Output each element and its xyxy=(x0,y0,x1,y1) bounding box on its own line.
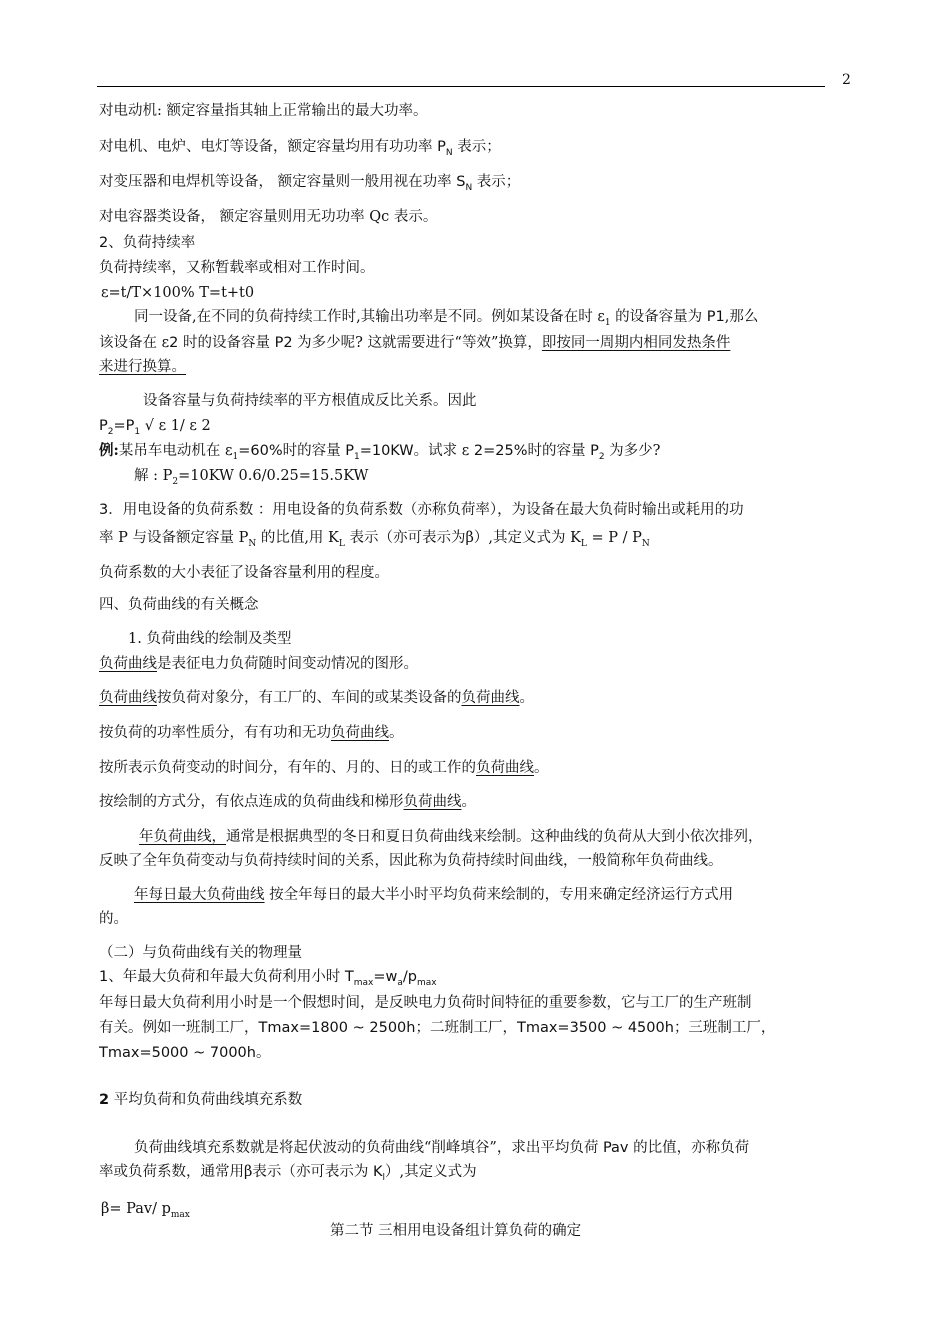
text-line xyxy=(99,357,186,377)
subscript: 2 xyxy=(598,452,605,462)
text-run: 按负荷的功率性质分，有有功和无功 xyxy=(99,725,331,741)
text-line xyxy=(99,441,660,461)
text-run: Tmax=1800 ~ 2500h xyxy=(258,1020,416,1036)
text-run: 。 xyxy=(519,690,534,706)
text-line xyxy=(99,500,744,520)
text-run: 负荷曲线 xyxy=(99,656,157,672)
text-run: Pav xyxy=(602,1140,629,1156)
header-rule xyxy=(97,86,825,87)
text-run: 为多少? xyxy=(604,443,661,459)
text-run: 对电机、电炉、电灯等设备，额定容量均用有功功率 xyxy=(99,139,438,155)
text-run: 是表征电力负荷随时间变动情况的图形。 xyxy=(157,656,418,672)
text-run: =60% xyxy=(238,443,283,459)
text-run: 2=25% xyxy=(473,443,528,459)
subscript: N xyxy=(248,539,257,549)
text-run: P xyxy=(437,139,446,155)
text-line xyxy=(99,563,389,583)
text-line xyxy=(99,1090,302,1110)
subscript: L xyxy=(580,539,587,549)
subscript: 1 xyxy=(604,318,611,328)
text-run: 负荷持续率，又称暂载率或相对工作时间。 xyxy=(99,260,375,276)
text-line xyxy=(99,416,211,436)
text-run: Tmax=5000 ~ 7000h xyxy=(99,1045,256,1061)
subscript: 1 xyxy=(353,452,360,462)
text-run: =10KW 0.6/0.25=15.5KW xyxy=(178,468,369,484)
text-line xyxy=(99,172,520,192)
text-run: =w xyxy=(373,969,398,985)
text-line xyxy=(99,967,437,987)
text-run: 对电容器类设备， 额定容量则用无功功率 Qc 表示。 xyxy=(99,209,438,225)
text-run: 的设备容量为 xyxy=(610,309,707,325)
text-line xyxy=(99,1162,477,1182)
text-run: √ ε 1/ ε 2 xyxy=(140,418,211,434)
text-line xyxy=(99,792,476,812)
text-line xyxy=(99,233,195,253)
text-run: 负荷曲线填充系数就是将起伏波动的负荷曲线“削峰填谷”，求出平均负荷 xyxy=(134,1140,603,1156)
text-run: 对电动机: 额定容量指其轴上正常输出的最大功率。 xyxy=(99,103,428,119)
subscript: max xyxy=(170,1210,190,1220)
text-line xyxy=(101,1199,190,1219)
text-line xyxy=(99,723,404,743)
subscript: 2 xyxy=(172,477,179,487)
text-line xyxy=(99,333,730,353)
text-line xyxy=(99,758,549,778)
text-line xyxy=(99,528,650,548)
text-run: 的比值,用 K xyxy=(256,530,339,546)
text-run: 。 xyxy=(255,1045,271,1061)
text-run: β= Pav/ p xyxy=(101,1201,171,1217)
text-line xyxy=(99,207,437,227)
subscript: N xyxy=(465,183,473,193)
text-run: 通常是根据典型的冬日和夏日负荷曲线来绘制。这种曲线的负荷从大到小依次排列， xyxy=(226,829,763,845)
subscript: a xyxy=(397,978,403,988)
text-run: T xyxy=(344,969,354,985)
text-run: 表示（亦可表示为β）,其定义式为 K xyxy=(344,530,581,546)
text-run: /p xyxy=(402,969,417,985)
text-run: 表示； xyxy=(472,174,521,190)
text-run: 率或负荷系数，通常用β表示（亦可表示为 xyxy=(99,1164,373,1180)
text-run: 。试求 ε xyxy=(413,443,474,459)
text-run: 的。 xyxy=(99,911,128,927)
text-run: 同一设备,在不同的负荷持续工作时,其输出功率是不同。例如某设备在时 ε xyxy=(134,309,605,325)
subscript: max xyxy=(416,978,437,988)
text-line xyxy=(99,851,723,871)
text-run: 负荷曲线 xyxy=(476,760,534,776)
text-line xyxy=(134,1138,749,1158)
text-run: 来进行换算。 xyxy=(99,359,186,375)
text-run: 负荷曲线 xyxy=(461,690,520,706)
text-run: 按所表示负荷变动的时间分，有年的、月的、日的或工作的 xyxy=(99,760,476,776)
text-run: 、年最大负荷和年最大负荷利用小时 xyxy=(108,969,345,985)
text-line xyxy=(330,1221,581,1241)
text-run: P2 xyxy=(274,335,293,351)
text-run: 2 xyxy=(99,1092,110,1108)
text-run: 四、负荷曲线的有关概念 xyxy=(99,597,259,613)
text-run: （二）与负荷曲线有关的物理量 xyxy=(99,945,302,961)
text-line xyxy=(143,391,477,411)
text-run: 第二节 三相用电设备组计算负荷的确定 xyxy=(330,1223,582,1239)
text-run: 例: xyxy=(99,442,119,459)
text-run: ．用电设备的负荷系数 ： xyxy=(108,502,273,518)
text-run: 平均负荷和负荷曲线填充系数 xyxy=(109,1092,303,1108)
text-run: 用电设备的负荷系数（亦称负荷率），为设备在最大负荷时输出或耗用的功 xyxy=(272,502,744,518)
text-line xyxy=(99,654,418,674)
subscript: max xyxy=(353,978,374,988)
text-run: P xyxy=(345,443,354,459)
subscript: l xyxy=(382,1173,386,1183)
subscript: N xyxy=(641,539,650,549)
text-run: 时的设备容量 xyxy=(178,335,275,351)
text-run: =10KW xyxy=(359,443,414,459)
text-run: 按负荷对象分，有工厂的、车间的或某类设备的 xyxy=(157,690,462,706)
text-run: 时的容量 xyxy=(282,443,346,459)
subscript: 1 xyxy=(134,427,141,437)
text-line xyxy=(134,466,368,486)
text-run: 。 xyxy=(389,725,404,741)
text-run: 按绘制的方式分，有依点连成的负荷曲线和梯形 xyxy=(99,794,404,810)
text-run: 负荷曲线 xyxy=(331,725,389,741)
text-run: 该设备在 ε xyxy=(99,335,170,351)
text-line xyxy=(99,1018,775,1038)
text-run: P xyxy=(590,443,599,459)
text-run: 负荷系数的大小表征了设备容量利用的程度。 xyxy=(99,565,389,581)
subscript: 1 xyxy=(232,452,239,462)
text-run: 。 xyxy=(461,794,476,810)
text-line xyxy=(101,283,254,303)
text-run: ；三班制工厂， xyxy=(673,1020,776,1036)
text-line xyxy=(139,827,763,847)
text-line xyxy=(99,258,375,278)
text-run: S xyxy=(456,174,466,190)
text-line xyxy=(99,993,752,1013)
text-run: 即按同一周期内相同发热条件 xyxy=(541,335,731,351)
text-run: 时的容量 xyxy=(527,443,591,459)
text-run: 年每日最大负荷曲线 xyxy=(134,887,265,903)
text-run: 。 xyxy=(534,760,549,776)
subscript: 2 xyxy=(107,427,114,437)
text-line xyxy=(128,629,291,649)
text-line xyxy=(99,909,128,929)
text-run: 3 xyxy=(99,502,109,518)
text-line xyxy=(99,688,534,708)
subscript: N xyxy=(445,148,453,158)
text-run: 年每日最大负荷利用小时是一个假想时间，是反映电力负荷时间特征的重要参数，它与工厂的生产班制 xyxy=(99,995,752,1011)
text-run: 某吊车电动机在 ε xyxy=(118,443,233,459)
text-run: K xyxy=(373,1164,383,1180)
text-run: 表示； xyxy=(452,139,501,155)
text-run: 有关。例如一班制工厂， xyxy=(99,1020,259,1036)
subscript: L xyxy=(338,539,345,549)
text-run: ）,其定义式为 xyxy=(385,1164,477,1180)
text-run: 反映了全年负荷变动与负荷持续时间的关系，因此称为负荷持续时间曲线，一般简称年负荷曲线。 xyxy=(99,853,723,869)
text-run: 1. 负荷曲线的绘制及类型 xyxy=(128,631,292,647)
text-run: 对变压器和电焊机等设备， 额定容量则一般用视在功率 xyxy=(99,174,457,190)
page-number: 2 xyxy=(842,72,851,88)
text-run: 为多少呢? 这就需要进行“等效”换算， xyxy=(292,335,542,351)
text-run: 按全年每日的最大半小时平均负荷来绘制的，专用来确定经济运行方式用 xyxy=(264,887,734,903)
text-run: 设备容量与负荷持续率的平方根值成反比关系。因此 xyxy=(143,393,477,409)
text-line xyxy=(99,595,259,615)
text-line xyxy=(99,137,501,157)
text-run: Tmax=3500 ~ 4500h xyxy=(516,1020,674,1036)
text-run: =P xyxy=(113,418,135,434)
text-run: ,那么 xyxy=(724,309,759,325)
text-run: 2 xyxy=(99,235,109,251)
text-run: P xyxy=(99,418,108,434)
text-line xyxy=(134,885,733,905)
text-run: 、负荷持续率 xyxy=(108,235,196,251)
text-run: 1 xyxy=(99,969,109,985)
text-run: P1 xyxy=(706,309,725,325)
text-run: 负荷曲线 xyxy=(99,690,157,706)
text-run: ；二班制工厂， xyxy=(415,1020,517,1036)
text-run: 年负荷曲线， xyxy=(139,829,226,845)
text-run: 负荷曲线 xyxy=(403,794,462,810)
text-run: = P / P xyxy=(586,530,642,546)
text-line xyxy=(134,307,758,327)
text-run: 的比值，亦称负荷 xyxy=(628,1140,750,1156)
text-run: 解 : P xyxy=(134,468,173,484)
text-run: 率 P 与设备额定容量 P xyxy=(99,530,249,546)
text-line xyxy=(99,1043,270,1063)
text-line xyxy=(99,101,428,121)
text-line xyxy=(99,943,302,963)
text-run: ε=t/T×100% T=t+t0 xyxy=(101,285,255,301)
text-run: 2 xyxy=(169,335,179,351)
